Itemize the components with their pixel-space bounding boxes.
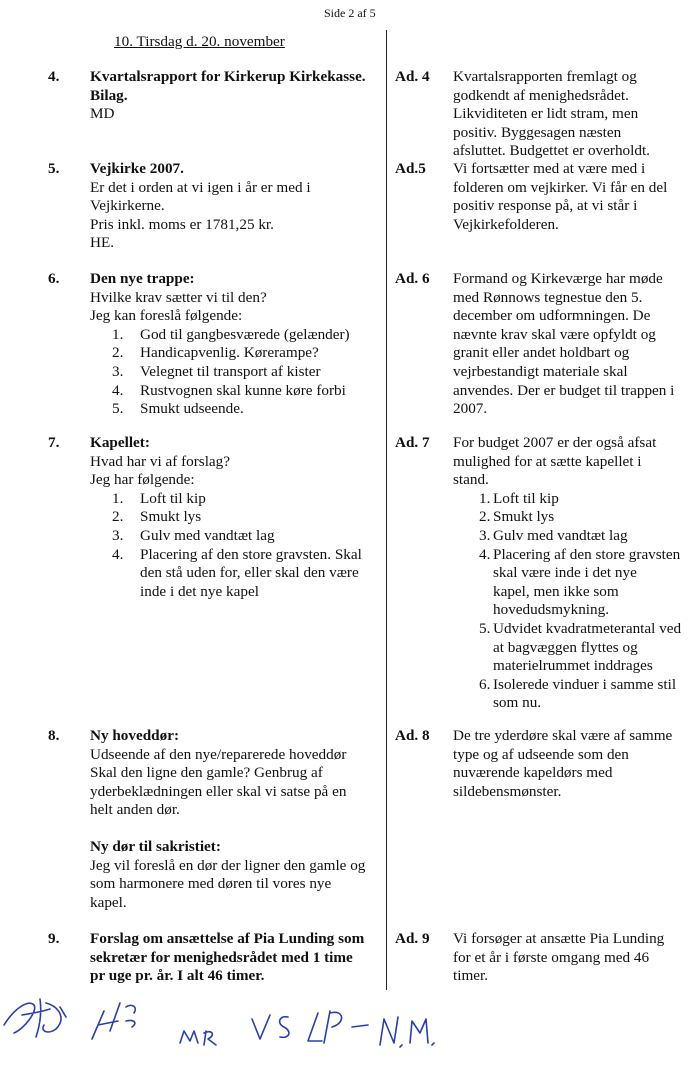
item-text: kapel.: [90, 893, 127, 911]
proposal-list-item: [112, 400, 382, 419]
item-title: Bilag.: [90, 86, 128, 104]
decision-label: Ad. 7: [395, 434, 430, 451]
list-text: den stå uden for, eller skal den være: [140, 564, 359, 582]
list-text: hovedudsmykning.: [493, 601, 610, 619]
decision-line: godkendt af menighedsrådet.: [453, 86, 629, 104]
list-text: Isolerede vinduer i samme stil: [493, 675, 677, 693]
item-text: som harmonere med døren til vores nye: [90, 875, 332, 893]
decision-line: Likviditeten er lidt stram, men: [453, 105, 639, 123]
proposal-list-item: [112, 546, 382, 565]
proposal-list-item: [112, 583, 382, 602]
item-text: Jeg har følgende:: [90, 471, 195, 489]
item-title: pr uge pr. år. I alt 46 timer.: [90, 967, 265, 985]
decision-line: Vi fortsætter med at være med i: [453, 160, 646, 177]
item-text: Pris inkl. moms er 1781,25 kr.: [90, 215, 274, 233]
decision-line: mulighed for at sætte kapellet i: [453, 452, 642, 470]
column-divider: [386, 30, 387, 990]
list-number: 1.: [479, 489, 491, 507]
decision-line: timer.: [453, 967, 489, 985]
list-text: Placering af den store gravsten: [493, 545, 681, 563]
decision-list-item: [479, 508, 695, 527]
list-text: Loft til kip: [493, 489, 559, 507]
list-text: Gulv med vandtæt lag: [493, 526, 628, 544]
decision-list-item: [479, 601, 695, 620]
signature-he: [92, 1003, 135, 1039]
list-number: 1.: [112, 489, 124, 507]
decision-list-item: [479, 676, 695, 695]
list-text: Gulv med vandtæt lag: [140, 526, 275, 544]
sub-title: Ny dør til sakristiet:: [90, 837, 221, 855]
decision-line: Formand og Kirkeværge har møde: [453, 270, 663, 287]
decision-line: For budget 2007 er der også afsat: [453, 434, 657, 451]
signature-ahd: [4, 999, 66, 1037]
previous-item-reference: 10. Tirsdag d. 20. november: [114, 33, 285, 50]
list-text: Smukt lys: [140, 508, 202, 526]
decision-list: [479, 490, 695, 713]
decision-list-item: [479, 490, 695, 509]
item-title: Den nye trappe:: [90, 270, 195, 287]
item-left-column: [90, 930, 382, 986]
handwritten-signatures: [0, 985, 470, 1067]
decision-list-item: [479, 620, 695, 639]
item-text: helt anden dør.: [90, 801, 180, 819]
decision-line: vejrbestandigt materiale skal: [453, 362, 628, 380]
decision-line: folderen om vejkirker. Vi får en del: [453, 178, 668, 196]
decision-list-item: [479, 546, 695, 565]
decision-line: anvendes. Der er budget til trappen i: [453, 381, 675, 399]
item-title: Forslag om ansættelse af Pia Lunding som: [90, 930, 365, 947]
decision-list-item: [479, 583, 695, 602]
signature-vs: [252, 1015, 289, 1039]
list-text: at bagvæggen flyttes og: [493, 638, 638, 656]
signature-lp: [308, 1011, 342, 1043]
decision-text: [453, 68, 695, 161]
proposal-list: [112, 490, 382, 602]
list-text: som nu.: [493, 694, 542, 712]
item-title: Vejkirke 2007.: [90, 160, 184, 177]
item-number: 5.: [48, 160, 60, 177]
decision-line: Kvartalsrapporten fremlagt og: [453, 68, 637, 85]
decision-line: type og af udseende som den: [453, 745, 629, 763]
item-text: Er det i orden at vi igen i år er med i: [90, 178, 311, 196]
decision-list-item: [479, 639, 695, 658]
decision-list-item: [479, 527, 695, 546]
decision-text: [453, 727, 695, 801]
decision-line: Vi forsøger at ansætte Pia Lunding: [453, 930, 665, 947]
list-number: 3.: [112, 526, 124, 544]
decision-line: positiv response på, at vi står i: [453, 197, 638, 215]
page-number: Side 2 af 5: [324, 6, 376, 20]
decision-label: Ad. 8: [395, 727, 430, 744]
signature-nm: [352, 1017, 434, 1047]
list-text: Smukt udseende.: [140, 400, 244, 418]
list-text: Placering af den store gravsten. Skal: [140, 545, 362, 563]
item-left-column: [90, 160, 382, 253]
proposal-list: [112, 326, 382, 419]
item-text: yderbeklædningen eller skal vi satse på en: [90, 782, 347, 800]
decision-line: med Rønnows tegnestue den 5.: [453, 288, 643, 306]
decision-label: Ad. 4: [395, 68, 430, 85]
list-text: Velegnet til transport af kister: [140, 362, 321, 380]
list-number: 5.: [479, 619, 491, 637]
list-number: 6.: [479, 675, 491, 693]
item-text: HE.: [90, 234, 115, 252]
list-text: inde i det nye kapel: [140, 582, 259, 600]
decision-line: december om udformningen. De: [453, 307, 651, 325]
decision-label: Ad. 9: [395, 930, 430, 947]
signature-mr: [180, 1031, 216, 1045]
list-number: 2.: [112, 508, 124, 526]
item-text: Jeg vil foreslå en dør der ligner den gamle og: [90, 856, 366, 874]
decision-list-item: [479, 657, 695, 676]
list-text: materielrummet inddrages: [493, 657, 653, 675]
list-text: Smukt lys: [493, 508, 555, 526]
item-text: Udseende af den nye/reparerede hoveddør: [90, 745, 347, 763]
list-text: Rustvognen skal kunne køre forbi: [140, 381, 346, 399]
decision-label: Ad. 6: [395, 270, 430, 287]
decision-line: 2007.: [453, 400, 488, 418]
list-text: kapel, men ikke som: [493, 582, 619, 600]
list-number: 1.: [112, 325, 124, 343]
item-number: 9.: [48, 930, 60, 947]
decision-label: Ad.5: [395, 160, 426, 177]
item-text: Hvilke krav sætter vi til den?: [90, 288, 267, 306]
decision-line: De tre yderdøre skal være af samme: [453, 727, 673, 744]
proposal-list-item: [112, 363, 382, 382]
item-left-column: [90, 434, 382, 601]
item-title: Kapellet:: [90, 434, 150, 451]
item-title: Ny hoveddør:: [90, 727, 180, 744]
decision-list-item: [479, 564, 695, 583]
proposal-list-item: [112, 508, 382, 527]
decision-line: Vejkirkefolderen.: [453, 215, 559, 233]
list-number: 4.: [479, 545, 491, 563]
list-number: 3.: [479, 526, 491, 544]
decision-line: afsluttet. Budgettet er overholdt.: [453, 142, 650, 160]
decision-line: nævnte krav skal være opfyldt og: [453, 325, 656, 343]
item-text: Skal den ligne den gamle? Genbrug af: [90, 764, 323, 782]
decision-line: for et år i første omgang med 46: [453, 948, 650, 966]
item-number: 6.: [48, 270, 60, 287]
list-number: 2.: [479, 508, 491, 526]
list-number: 2.: [112, 344, 124, 362]
item-left-column: [90, 270, 382, 419]
list-number: 4.: [112, 545, 124, 563]
item-number: 7.: [48, 434, 60, 451]
list-number: 5.: [112, 400, 124, 418]
proposal-list-item: [112, 344, 382, 363]
item-text: Hvad har vi af forslag?: [90, 452, 231, 470]
list-text: Handicapvenlig. Kørerampe?: [140, 344, 319, 362]
decision-line: positiv. Byggesagen næsten: [453, 123, 622, 141]
item-text: MD: [90, 105, 115, 123]
item-number: 4.: [48, 68, 60, 85]
decision-line: stand.: [453, 471, 489, 489]
item-text: Jeg kan foreslå følgende:: [90, 307, 243, 325]
item-title: sekretær for menighedsrådet med 1 time: [90, 948, 353, 966]
item-title: Kvartalsrapport for Kirkerup Kirkekasse.: [90, 68, 366, 85]
proposal-list-item: [112, 326, 382, 345]
item-left-column: [90, 727, 382, 912]
list-text: skal være inde i det nye: [493, 564, 637, 582]
decision-list-item: [479, 694, 695, 713]
decision-text: [453, 434, 695, 713]
decision-text: [453, 930, 695, 986]
list-text: God til gangbesværede (gelænder): [140, 325, 350, 343]
decision-line: nuværende kapeldørs med: [453, 764, 613, 782]
proposal-list-item: [112, 527, 382, 546]
list-text: Udvidet kvadratmeterantal ved: [493, 619, 682, 637]
proposal-list-item: [112, 490, 382, 509]
item-number: 8.: [48, 727, 60, 744]
decision-text: [453, 270, 695, 419]
decision-line: granit eller andet holdbart og: [453, 344, 630, 362]
proposal-list-item: [112, 382, 382, 401]
decision-line: sildebensmønster.: [453, 782, 562, 800]
proposal-list-item: [112, 564, 382, 583]
list-text: Loft til kip: [140, 489, 206, 507]
item-text: Vejkirkerne.: [90, 197, 165, 215]
list-number: 3.: [112, 362, 124, 380]
list-number: 4.: [112, 381, 124, 399]
decision-text: [453, 160, 695, 234]
item-left-column: [90, 68, 382, 124]
